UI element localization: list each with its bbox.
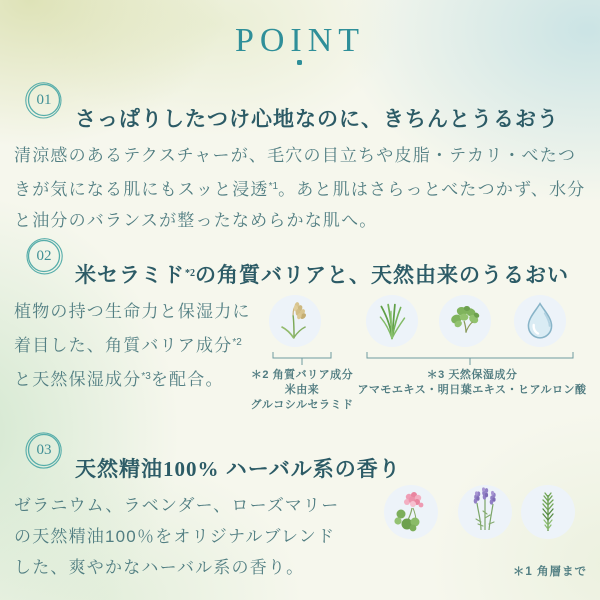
- point-03-heading: 天然精油100% ハーバル系の香り: [75, 457, 401, 482]
- caption-brackets: [260, 350, 590, 368]
- page-title: POINT: [234, 22, 366, 59]
- point-03-badge: [24, 430, 64, 470]
- point-01-badge: [24, 80, 64, 120]
- footnote: ＊1 角層まで: [512, 566, 587, 578]
- water-drop-icon: [513, 294, 567, 353]
- title-dot: [297, 60, 302, 65]
- point-02-body: 植物の持つ生命力と保湿力に着目した、角質バリア成分$^{*2}$と天然保湿成分$^{*3}$を配合。: [14, 302, 251, 389]
- point-number: 03: [36, 442, 52, 458]
- ashitaba-icon: [438, 294, 492, 353]
- point-02-badge: [24, 236, 64, 276]
- lavender-icon: [457, 484, 513, 545]
- moisture-ingredient-caption: ＊3 天然保湿成分 アマモエキス・明日葉エキス・ヒアルロン酸: [357, 369, 587, 396]
- point-02-heading: 米セラミド$^{*2}$の角質バリアと、天然由来のうるおい: [75, 263, 569, 288]
- point-number: 02: [36, 248, 52, 264]
- barrier-ingredient-caption: ＊2 角質バリア成分 米由来 グルコシルセラミド: [250, 369, 354, 411]
- point-01-heading: さっぱりしたつけ心地なのに、きちんとうるおう: [75, 107, 559, 132]
- rosemary-icon: [520, 484, 576, 545]
- rice-plant-icon: [268, 294, 322, 353]
- point-01-body: 清涼感のあるテクスチャーが、毛穴の目立ちや皮脂・テカリ・べたつきが気になる肌にもスッと浸透$^{*1}$。あと肌はさらっとべたつかず、水分と油分のバランスが整ったなめらかな肌へ。: [14, 146, 586, 230]
- point-number: 01: [36, 92, 52, 108]
- eelgrass-icon: [365, 294, 419, 353]
- geranium-icon: [383, 484, 439, 545]
- point-03-body: ゼラニウム、ラベンダー、ローズマリーの天然精油100％をオリジナルブレンドした、爽やかなハーバル系の香り。: [14, 496, 340, 577]
